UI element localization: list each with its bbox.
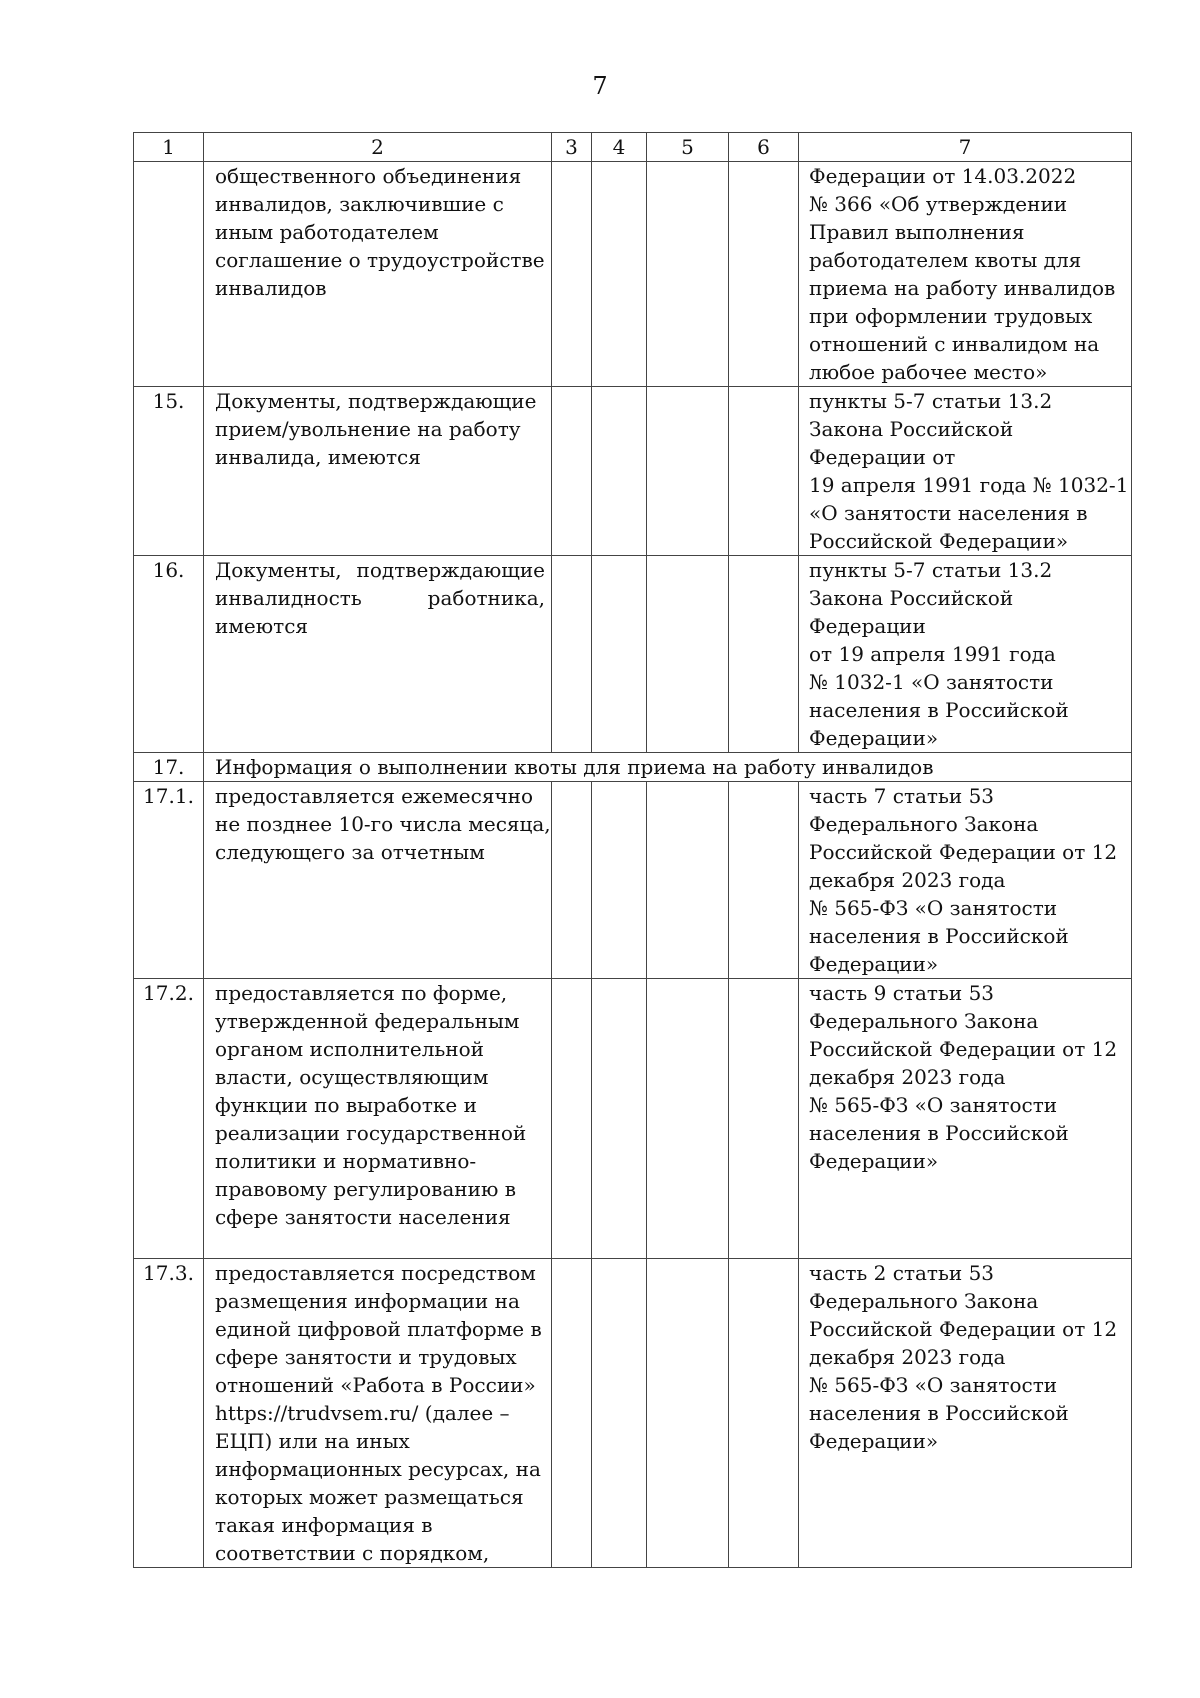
requirement-line: инвалидов (215, 276, 327, 300)
legal-reference-line: населения в Российской (809, 924, 1069, 948)
requirement-line: политики и нормативно- (215, 1149, 477, 1173)
requirement-line: соглашение о трудоустройстве (215, 248, 545, 272)
answer-yes-cell (552, 1259, 592, 1568)
header-col-2: 2 (204, 133, 552, 162)
row-number: 17. (134, 753, 204, 782)
legal-reference-line: 19 апреля 1991 года № 1032-1 (809, 473, 1129, 497)
note-cell (729, 387, 799, 556)
legal-reference-line: Российской Федерации от 12 (809, 1037, 1118, 1061)
answer-not-applicable-cell (647, 162, 729, 387)
answer-not-applicable-cell (647, 1259, 729, 1568)
requirement-line: https://trudvsem.ru/ (далее – (215, 1401, 510, 1425)
legal-reference-line: населения в Российской (809, 1401, 1069, 1425)
requirement-line: утвержденной федеральным (215, 1009, 520, 1033)
legal-reference (799, 162, 1132, 387)
header-row (134, 133, 1132, 162)
legal-reference-line: приема на работу инвалидов (809, 276, 1116, 300)
legal-reference-line: пункты 5-7 статьи 13.2 (809, 558, 1053, 582)
requirement-line: единой цифровой платформе в (215, 1317, 542, 1341)
answer-yes-cell (552, 979, 592, 1259)
legal-reference-line: Федерации» (809, 1149, 939, 1173)
table-row (134, 556, 1132, 753)
legal-reference-line: населения в Российской (809, 1121, 1069, 1145)
header-col-6: 6 (729, 133, 799, 162)
answer-no-cell (592, 387, 647, 556)
requirement-text (204, 1259, 552, 1568)
requirement-text (204, 979, 552, 1259)
legal-reference-line: Правил выполнения (809, 220, 1025, 244)
requirement-line: реализации государственной (215, 1121, 527, 1145)
requirement-line: власти, осуществляющим (215, 1065, 489, 1089)
row-number: 17.3. (134, 1259, 204, 1568)
requirement-text (204, 162, 552, 387)
legal-reference-line: № 565-ФЗ «О занятости (809, 896, 1058, 920)
row-number (134, 162, 204, 387)
legal-reference-line: № 366 «Об утверждении (809, 192, 1068, 216)
table-row (134, 782, 1132, 979)
requirement-line: предоставляется по форме, (215, 981, 508, 1005)
header-col-1: 1 (134, 133, 204, 162)
answer-no-cell (592, 1259, 647, 1568)
table-row (134, 387, 1132, 556)
answer-yes-cell (552, 782, 592, 979)
legal-reference-line: Федерации от (809, 445, 956, 469)
answer-yes-cell (552, 556, 592, 753)
requirement-text (204, 782, 552, 979)
note-cell (729, 162, 799, 387)
row-number: 17.1. (134, 782, 204, 979)
legal-reference-line: от 19 апреля 1991 года (809, 642, 1056, 666)
legal-reference-line: декабря 2023 года (809, 1345, 1006, 1369)
header-col-7: 7 (799, 133, 1132, 162)
requirement-line: общественного объединения (215, 164, 522, 188)
note-cell (729, 556, 799, 753)
legal-reference-line: пункты 5-7 статьи 13.2 (809, 389, 1053, 413)
requirement-line: размещения информации на (215, 1289, 520, 1313)
header-col-5: 5 (647, 133, 729, 162)
answer-not-applicable-cell (647, 387, 729, 556)
legal-reference-line: Федерации (809, 614, 926, 638)
requirement-line: следующего за отчетным (215, 840, 485, 864)
requirement-line: инвалидность работника, (215, 586, 545, 610)
requirement-line: не позднее 10-го числа месяца, (215, 812, 551, 836)
legal-reference-line: № 565-ФЗ «О занятости (809, 1373, 1058, 1397)
legal-reference-line: часть 7 статьи 53 (809, 784, 995, 808)
requirement-line: ЕЦП) или на иных (215, 1429, 410, 1453)
requirement-line: Документы, подтверждающие (215, 389, 537, 413)
requirement-line: информационных ресурсах, на (215, 1457, 541, 1481)
legal-reference-line: Федерации» (809, 952, 939, 976)
requirement-line: предоставляется посредством (215, 1261, 536, 1285)
legal-reference-line: часть 9 статьи 53 (809, 981, 995, 1005)
requirement-line: имеются (215, 614, 309, 638)
legal-reference-line: Федерации» (809, 1429, 939, 1453)
requirement-line: иным работодателем (215, 220, 439, 244)
answer-not-applicable-cell (647, 782, 729, 979)
legal-reference-line: работодателем квоты для (809, 248, 1082, 272)
legal-reference-line: № 1032-1 «О занятости (809, 670, 1054, 694)
answer-not-applicable-cell (647, 979, 729, 1259)
answer-no-cell (592, 162, 647, 387)
requirement-line: инвалида, имеются (215, 445, 421, 469)
requirement-line: Документы, подтверждающие (215, 558, 545, 582)
table-row (134, 979, 1132, 1259)
legal-reference-line: Федерального Закона (809, 1289, 1039, 1313)
legal-reference-line: Федерального Закона (809, 812, 1039, 836)
table-row (134, 753, 1132, 782)
legal-reference-line: Российской Федерации от 12 (809, 840, 1118, 864)
legal-reference (799, 387, 1132, 556)
legal-reference-line: декабря 2023 года (809, 1065, 1006, 1089)
legal-reference-line: Федерации» (809, 726, 939, 750)
legal-reference-line: населения в Российской (809, 698, 1069, 722)
row-number: 17.2. (134, 979, 204, 1259)
table-row (134, 162, 1132, 387)
legal-reference (799, 556, 1132, 753)
legal-reference-line: при оформлении трудовых (809, 304, 1093, 328)
requirement-line: предоставляется ежемесячно (215, 784, 534, 808)
answer-no-cell (592, 979, 647, 1259)
legal-reference-line: Федерального Закона (809, 1009, 1039, 1033)
requirement-line: такая информация в (215, 1513, 433, 1537)
legal-reference-line: «О занятости населения в (809, 501, 1088, 525)
requirement-line: правовому регулированию в (215, 1177, 516, 1201)
requirement-line: прием/увольнение на работу (215, 417, 521, 441)
requirement-line: которых может размещаться (215, 1485, 524, 1509)
answer-no-cell (592, 556, 647, 753)
header-col-4: 4 (592, 133, 647, 162)
table-row (134, 1259, 1132, 1568)
answer-not-applicable-cell (647, 556, 729, 753)
requirement-line: сфере занятости и трудовых (215, 1345, 517, 1369)
requirement-text (204, 387, 552, 556)
legal-reference (799, 782, 1132, 979)
requirement-line: отношений «Работа в России» (215, 1373, 536, 1397)
legal-reference (799, 979, 1132, 1259)
page-number: 7 (592, 72, 608, 100)
row-number: 15. (134, 387, 204, 556)
legal-reference-line: № 565-ФЗ «О занятости (809, 1093, 1058, 1117)
note-cell (729, 979, 799, 1259)
legal-reference-line: Федерации от 14.03.2022 (809, 164, 1077, 188)
legal-reference-line: Российской Федерации» (809, 529, 1069, 553)
legal-reference-line: отношений с инвалидом на (809, 332, 1100, 356)
answer-yes-cell (552, 162, 592, 387)
section-heading: Информация о выполнении квоты для приема на работу инвалидов (204, 753, 1132, 782)
requirement-line: органом исполнительной (215, 1037, 484, 1061)
legal-reference (799, 1259, 1132, 1568)
inspection-table (133, 132, 1132, 1568)
legal-reference-line: Российской Федерации от 12 (809, 1317, 1118, 1341)
requirement-line: сфере занятости населения (215, 1205, 511, 1229)
legal-reference-line: Закона Российской (809, 417, 1014, 441)
header-col-3: 3 (552, 133, 592, 162)
legal-reference-line: часть 2 статьи 53 (809, 1261, 995, 1285)
requirement-line: соответствии с порядком, (215, 1541, 490, 1565)
requirement-text (204, 556, 552, 753)
legal-reference-line: любое рабочее место» (809, 360, 1048, 384)
note-cell (729, 782, 799, 979)
legal-reference-line: декабря 2023 года (809, 868, 1006, 892)
requirement-line: инвалидов, заключившие с (215, 192, 504, 216)
requirement-line: функции по выработке и (215, 1093, 477, 1117)
legal-reference-line: Закона Российской (809, 586, 1014, 610)
answer-yes-cell (552, 387, 592, 556)
note-cell (729, 1259, 799, 1568)
answer-no-cell (592, 782, 647, 979)
row-number: 16. (134, 556, 204, 753)
